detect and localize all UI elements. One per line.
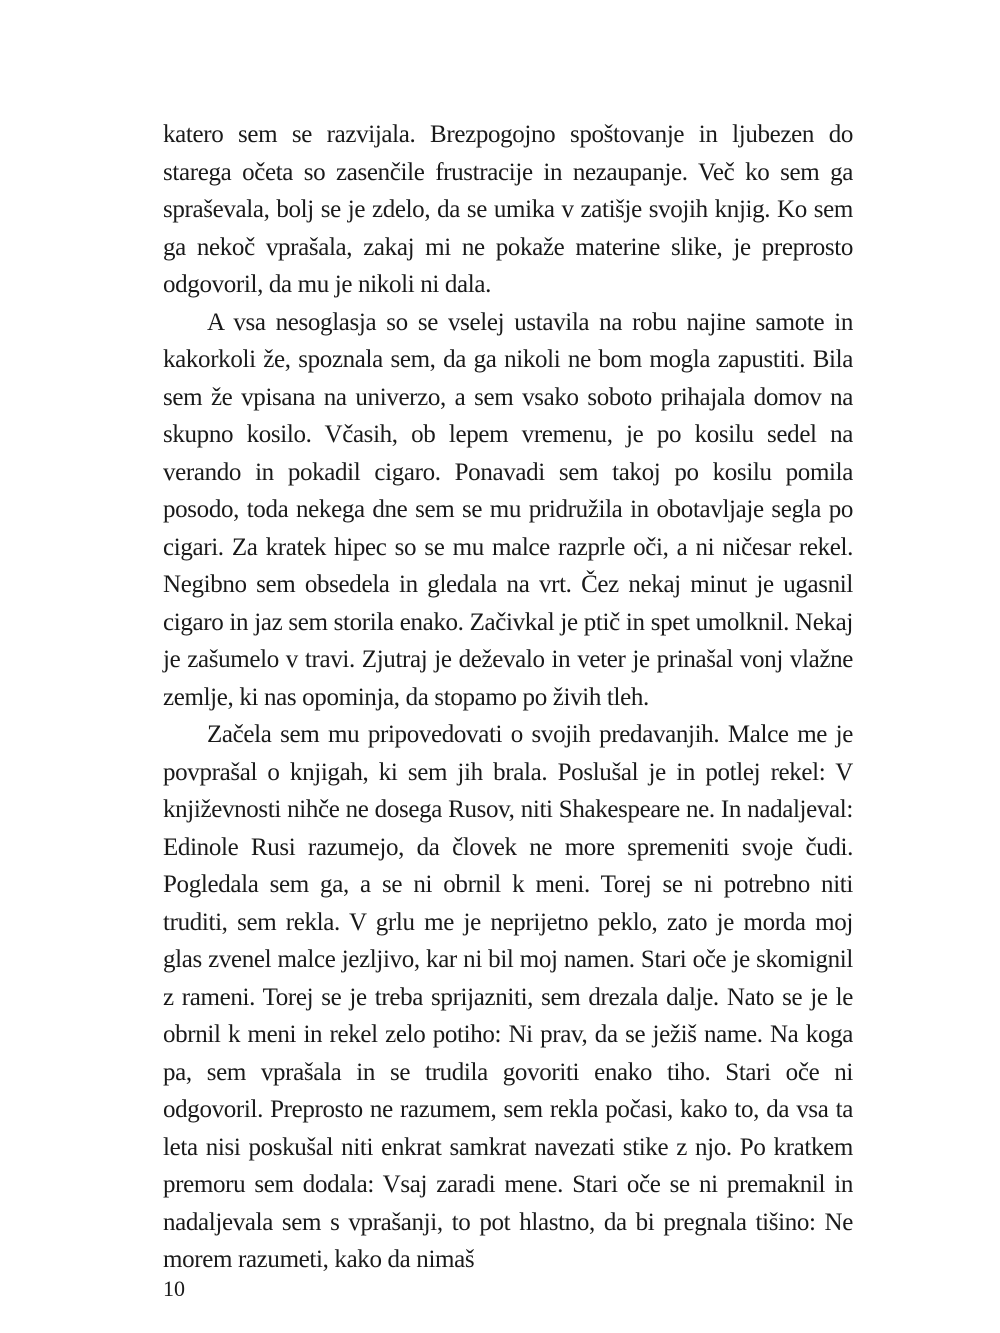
paragraph: Začela sem mu pripovedovati o svojih predavanjih. Malce me je povprašal o knjigah, ki sem jih brala. Poslušal je in potlej rekel: V književnosti nihče ne dosega Rusov, niti Shakespeare ne. In nadaljeval: Edinole Rusi razumejo, da človek ne more spremeniti svoje čudi. Pogledala sem ga, a se ni obrnil k meni. Torej se ni potrebno niti truditi, sem rekla. V grlu me je neprijetno peklo, zato je morda moj glas zvenel malce jezljivo, kar ni bil moj namen. Stari oče je skomignil z rameni. Torej se je treba sprijazniti, sem drezala dalje. Nato se je le obrnil k meni in rekel zelo potiho: Ni prav, da se ježiš name. Na koga pa, sem vprašala in se trudila govoriti enako tiho. Stari oče ni odgovoril. Preprosto ne razumem, sem rekla počasi, kako to, da vsa ta leta nisi poskušal niti enkrat samkrat navezati stike z njo. Po kratkem premoru sem dodala: Vsaj zaradi mene. Stari oče se ni premaknil in nadaljevala sem s vprašanji, to pot hlastno, da bi pregnala tišino: Ne morem razumeti, kako da nimaš [163,721,853,1273]
paragraph-continued: katero sem se razvijala. Brezpogojno spoštovanje in ljubezen do starega očeta so zasenčile frustracije in nezaupanje. Več ko sem ga spraševala, bolj se je zdelo, da se umika v zatišje svojih knjig. Ko sem ga nekoč vprašala, zakaj mi ne pokaže materine slike, je preprosto odgovoril, da mu je nikoli ni dala. [163,121,853,298]
paragraph: A vsa nesoglasja so se vselej ustavila na robu najine samote in kakorkoli že, spoznala sem, da ga nikoli ne bom mogla zapustiti. Bila sem že vpisana na univerzo, a sem vsako soboto prihajala domov na skupno kosilo. Včasih, ob lepem vremenu, je po kosilu sedel na verando in pokadil cigaro. Ponavadi sem takoj po kosilu pomila posodo, toda nekega dne sem se mu pridružila in obotavljaje segla po cigari. Za kratek hipec so se mu malce razprle oči, a ni ničesar rekel. Negibno sem obsedela in gledala na vrt. Čez nekaj minut je ugasnil cigaro in jaz sem storila enako. Začivkal je ptič in spet umolknil. Nekaj je zašumelo v travi. Zjutraj je deževalo in veter je prinašal vonj vlažne zemlje, ki nas opominja, da stopamo po živih tleh. [163,308,853,711]
body-text [163,116,853,1279]
page-number: 10 [163,1276,185,1301]
